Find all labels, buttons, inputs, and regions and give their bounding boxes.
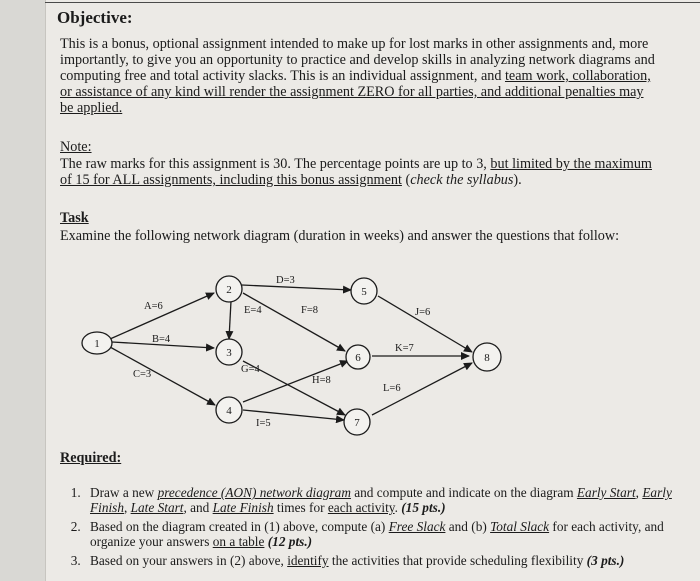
q2-free-slack: Free Slack	[388, 519, 446, 534]
node-4: 4	[226, 405, 232, 417]
question-2	[84, 519, 684, 549]
arrow-f	[243, 293, 345, 351]
task-paragraph: Examine the following network diagram (duration in weeks) and answer the questions that follow:	[60, 228, 620, 244]
label-d: D=3	[276, 275, 295, 286]
note-paren-open: (	[401, 172, 411, 188]
q1-text-2: and compute and indicate on the diagram	[350, 485, 577, 500]
q1-sep-1: ,	[635, 485, 643, 500]
objective-paragraph	[60, 36, 660, 116]
q1-early-finish: Early Finish	[90, 485, 672, 515]
label-j: J=6	[415, 307, 431, 318]
q1-aon: precedence (AON) network diagram	[157, 485, 351, 500]
q2-text-2: and (b)	[445, 519, 491, 534]
label-a: A=6	[144, 301, 163, 312]
note-text: The raw marks for this assignment is 30. The percentage points are up to 3,	[60, 156, 491, 172]
question-1	[84, 485, 684, 515]
required-list	[62, 485, 684, 572]
label-g: G=4	[241, 364, 260, 375]
label-h: H=8	[312, 375, 331, 386]
note-syllabus: check the syllabus	[410, 172, 514, 188]
note-heading: Note:	[60, 139, 92, 155]
task-heading: Task	[60, 210, 89, 226]
q1-early-start: Early Start	[576, 485, 636, 500]
q2-text-1: Based on the diagram created in (1) above, compute (a)	[90, 519, 389, 534]
q1-text-1: Draw a new	[90, 485, 158, 500]
q1-text-3: times for	[273, 500, 328, 515]
q1-text-4: .	[394, 500, 402, 515]
arrow-e	[229, 301, 231, 339]
q3-points: (3 pts.)	[586, 553, 625, 568]
q1-points: (15 pts.)	[401, 500, 446, 515]
objective-warning: team work, collaboration, or assistance of any kind will render the assignment ZERO for all parties, and additional penalties may be applied.	[60, 68, 651, 116]
label-k: K=7	[395, 343, 414, 354]
q2-on-a-table: on a table	[212, 534, 265, 549]
q1-late-finish: Late Finish	[212, 500, 274, 515]
required-heading-text: Required:	[60, 450, 122, 466]
q2-points: (12 pts.)	[267, 534, 313, 549]
note-paragraph	[60, 156, 660, 188]
node-8: 8	[484, 352, 490, 364]
node-5: 5	[361, 286, 367, 298]
node-6: 6	[355, 352, 361, 364]
q2-total-slack: Total Slack	[490, 519, 550, 534]
required-heading	[60, 450, 660, 466]
q3-identify: identify	[287, 553, 329, 568]
q1-each-activity: each activity	[327, 500, 395, 515]
q2-text-3: for each activity, and organize your answers	[90, 519, 664, 549]
node-7: 7	[354, 417, 360, 429]
label-c: C=3	[133, 369, 152, 380]
arrow-d	[242, 285, 351, 290]
top-rule	[45, 2, 700, 3]
q1-late-start: Late Start	[130, 500, 184, 515]
arrow-a	[110, 293, 214, 339]
q1-sep-2: ,	[123, 500, 131, 515]
note-paren-close: ).	[513, 172, 522, 188]
label-e: E=4	[244, 305, 262, 316]
label-f: F=8	[301, 305, 319, 316]
node-3: 3	[226, 347, 232, 359]
arrow-j	[378, 296, 472, 352]
q3-text-1: Based on your answers in (2) above,	[90, 553, 288, 568]
label-b: B=4	[152, 334, 171, 345]
node-2: 2	[226, 284, 232, 296]
network-diagram	[0, 255, 700, 445]
label-i: I=5	[256, 418, 271, 429]
objective-text: This is a bonus, optional assignment intended to make up for lost marks in other assignments and, more importantly, to give you an opportunity to practice and develop skills in analyzing network diagrams and computing free and total activity slacks. This is an individual assignment, and	[60, 36, 655, 84]
label-l: L=6	[383, 383, 401, 394]
note-limit: but limited by the maximum of 15 for ALL assignments, including this bonus assignment	[60, 156, 652, 188]
q1-sep-3: , and	[183, 500, 213, 515]
objective-heading: Objective:	[57, 8, 133, 27]
node-1: 1	[94, 338, 100, 350]
question-3	[84, 553, 684, 568]
q3-text-2: the activities that provide scheduling flexibility	[328, 553, 587, 568]
arrow-c	[110, 347, 215, 405]
